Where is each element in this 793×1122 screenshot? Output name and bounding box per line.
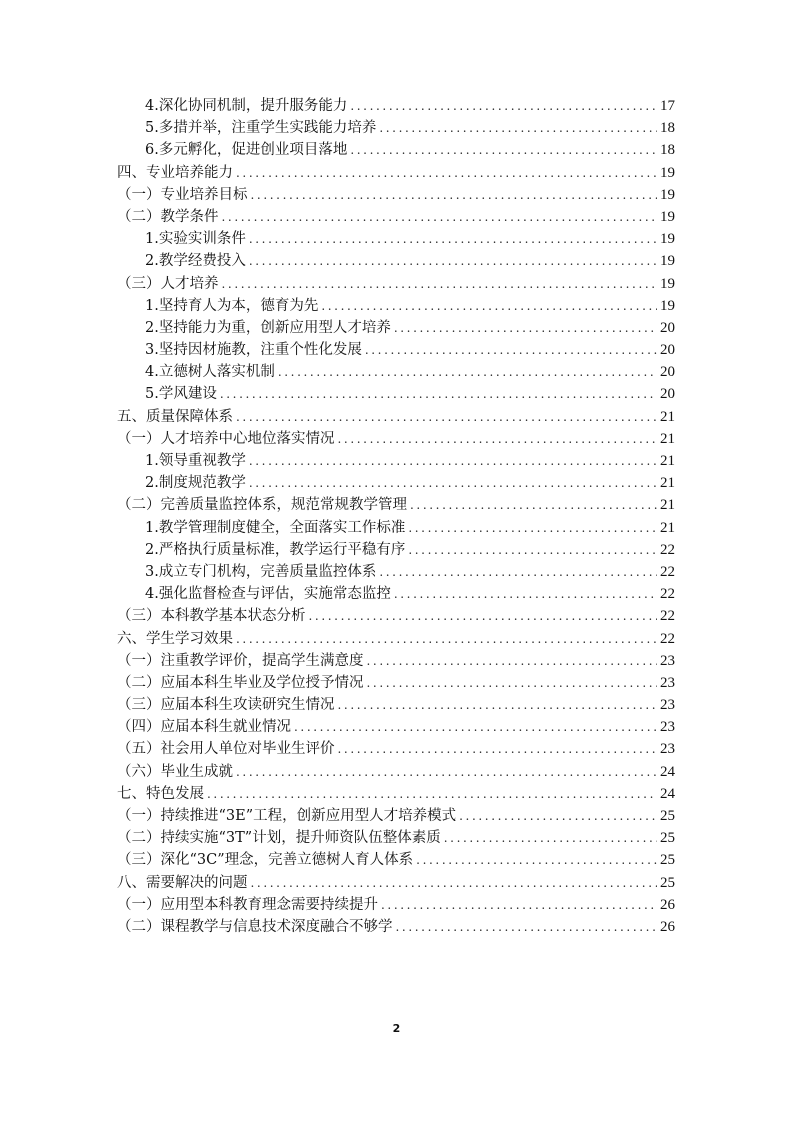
toc-entry-title: （二）持续实施“3T”计划，提升师资队伍整体素质	[117, 830, 441, 847]
toc-dot-leader	[249, 228, 657, 250]
toc-entry-title: （二）教学条件	[117, 208, 219, 225]
toc-entry[interactable]	[117, 317, 675, 339]
toc-entry-page: 25	[660, 852, 675, 869]
toc-dot-leader	[249, 250, 657, 272]
toc-dot-leader	[459, 805, 657, 827]
toc-dot-leader	[394, 317, 657, 339]
toc-entry-title: （四）应届本科生就业情况	[117, 719, 291, 736]
toc-entry-page: 20	[660, 364, 675, 381]
toc-entry-page: 19	[660, 297, 675, 314]
toc-dot-leader	[278, 361, 657, 383]
toc-entry-page: 23	[660, 741, 675, 758]
toc-entry[interactable]	[117, 761, 675, 783]
toc-entry-page: 22	[660, 563, 675, 580]
toc-dot-leader	[222, 273, 658, 295]
toc-entry-title: 2.严格执行质量标准，教学运行平稳有序	[145, 541, 406, 558]
toc-entry-title: 4.强化监督检查与评估，实施常态监控	[145, 586, 391, 603]
toc-dot-leader	[249, 472, 657, 494]
toc-entry-page: 21	[660, 430, 675, 447]
toc-entry-page: 19	[660, 275, 675, 292]
toc-entry-title: 1.坚持育人为本，德育为先	[145, 297, 319, 314]
toc-entry[interactable]	[117, 295, 675, 317]
toc-entry-page: 23	[660, 719, 675, 736]
toc-entry[interactable]	[117, 716, 675, 738]
toc-entry[interactable]	[117, 561, 675, 583]
toc-entry-page: 24	[660, 763, 675, 780]
toc-entry[interactable]	[117, 605, 675, 627]
toc-dot-leader	[444, 827, 657, 849]
toc-dot-leader	[367, 672, 658, 694]
toc-entry-page: 26	[660, 896, 675, 913]
toc-entry-title: 5.学风建设	[145, 386, 217, 403]
toc-entry-title: （一）人才培养中心地位落实情况	[117, 430, 335, 447]
toc-dot-leader	[294, 716, 657, 738]
toc-entry-title: （一）持续推进“3E”工程，创新应用型人才培养模式	[117, 808, 457, 824]
toc-entry[interactable]	[117, 383, 675, 405]
toc-entry-page: 22	[660, 630, 675, 647]
toc-entry-page: 19	[660, 186, 675, 203]
toc-entry-page: 21	[660, 453, 675, 469]
toc-entry-page: 21	[660, 497, 675, 514]
toc-dot-leader	[338, 694, 658, 716]
toc-entry-title: （一）注重教学评价，提高学生满意度	[117, 652, 364, 669]
toc-entry[interactable]	[117, 672, 675, 694]
table-of-contents	[117, 95, 675, 938]
toc-entry[interactable]	[117, 539, 675, 561]
toc-entry-page: 23	[660, 674, 675, 691]
toc-entry-page: 21	[660, 408, 675, 425]
toc-dot-leader	[222, 206, 658, 228]
toc-entry-title: （五）社会用人单位对毕业生评价	[117, 741, 335, 758]
toc-entry[interactable]	[117, 894, 675, 916]
toc-entry-page: 19	[660, 164, 675, 181]
toc-entry[interactable]	[117, 117, 675, 139]
toc-entry[interactable]	[117, 361, 675, 383]
toc-entry-title: 1.领导重视教学	[145, 453, 246, 469]
toc-entry[interactable]	[117, 273, 675, 295]
toc-dot-leader	[251, 872, 658, 894]
toc-entry-title: （三）人才培养	[117, 275, 219, 292]
toc-dot-leader	[379, 117, 657, 139]
toc-dot-leader	[367, 650, 658, 672]
toc-entry-title: （三）应届本科生攻读研究生情况	[117, 697, 335, 714]
toc-dot-leader	[379, 561, 657, 583]
toc-entry-title: （一）应用型本科教育理念需要持续提升	[117, 896, 378, 913]
toc-dot-leader	[416, 849, 657, 871]
toc-entry-title: 八、需要解决的问题	[117, 874, 248, 891]
toc-dot-leader	[394, 583, 657, 605]
toc-dot-leader	[350, 139, 657, 161]
toc-dot-leader	[408, 539, 657, 561]
toc-entry-title: 2.坚持能力为重，创新应用型人才培养	[145, 319, 391, 336]
toc-dot-leader	[381, 894, 657, 916]
toc-entry-page: 22	[660, 586, 675, 603]
toc-entry-title: 5.多措并举，注重学生实践能力培养	[145, 120, 377, 137]
toc-dot-leader	[321, 295, 657, 317]
toc-entry[interactable]	[117, 783, 675, 805]
toc-entry-page: 19	[660, 208, 675, 225]
toc-entry-title: 6.多元孵化，促进创业项目落地	[145, 142, 348, 159]
toc-entry[interactable]	[117, 517, 675, 539]
toc-entry-page: 18	[660, 120, 675, 137]
toc-entry-page: 19	[660, 253, 675, 270]
toc-entry[interactable]	[117, 583, 675, 605]
toc-entry[interactable]	[117, 250, 675, 272]
toc-dot-leader	[338, 428, 658, 450]
toc-entry-page: 21	[660, 519, 675, 536]
toc-entry-title: 2.教学经费投入	[145, 253, 246, 270]
toc-entry-page: 20	[660, 319, 675, 336]
toc-entry[interactable]	[117, 406, 675, 428]
toc-dot-leader	[251, 184, 658, 206]
toc-entry[interactable]	[117, 339, 675, 361]
toc-entry-page: 24	[660, 785, 675, 802]
toc-entry-title: 七、特色发展	[117, 785, 204, 802]
toc-entry-page: 22	[660, 608, 675, 625]
toc-entry-title: 六、学生学习效果	[117, 630, 233, 647]
toc-entry[interactable]	[117, 738, 675, 760]
toc-entry-page: 20	[660, 342, 675, 359]
toc-entry[interactable]	[117, 650, 675, 672]
toc-entry-title: 五、质量保障体系	[117, 408, 233, 425]
toc-entry[interactable]	[117, 849, 675, 871]
toc-entry[interactable]	[117, 184, 675, 206]
toc-entry-page: 22	[660, 541, 675, 558]
toc-dot-leader	[236, 761, 657, 783]
toc-entry[interactable]	[117, 827, 675, 849]
toc-entry-title: 四、专业培养能力	[117, 164, 233, 181]
toc-entry-page: 25	[660, 808, 675, 824]
toc-entry[interactable]	[117, 428, 675, 450]
toc-entry-title: 4.立德树人落实机制	[145, 364, 275, 381]
toc-entry-title: 1.教学管理制度健全，全面落实工作标准	[145, 519, 406, 536]
toc-entry[interactable]	[117, 139, 675, 161]
toc-dot-leader	[207, 783, 657, 805]
toc-entry-title: （六）毕业生成就	[117, 763, 233, 780]
toc-entry-title: 4.深化协同机制，提升服务能力	[145, 98, 348, 114]
toc-entry[interactable]	[117, 228, 675, 250]
toc-entry-title: 2.制度规范教学	[145, 475, 246, 492]
toc-entry-title: （二）完善质量监控体系，规范常规教学管理	[117, 497, 407, 514]
toc-dot-leader	[408, 517, 657, 539]
toc-entry[interactable]	[117, 916, 675, 938]
toc-dot-leader	[249, 450, 657, 472]
toc-dot-leader	[410, 494, 657, 516]
toc-dot-leader	[365, 339, 657, 361]
toc-entry-title: （三）本科教学基本状态分析	[117, 608, 306, 625]
toc-dot-leader	[396, 916, 658, 938]
toc-entry-page: 20	[660, 386, 675, 403]
toc-entry-title: 3.成立专门机构，完善质量监控体系	[145, 563, 377, 580]
toc-entry-page: 19	[660, 231, 675, 248]
toc-dot-leader	[236, 162, 657, 184]
toc-entry-title: （二）应届本科生毕业及学位授予情况	[117, 674, 364, 691]
toc-entry[interactable]	[117, 472, 675, 494]
page-number: 2	[392, 1022, 401, 1035]
toc-dot-leader	[350, 95, 657, 117]
toc-entry-title: 3.坚持因材施教，注重个性化发展	[145, 342, 362, 359]
toc-entry[interactable]	[117, 694, 675, 716]
toc-entry-page: 26	[660, 918, 675, 935]
toc-dot-leader	[220, 383, 657, 405]
toc-entry-page: 23	[660, 697, 675, 714]
toc-entry[interactable]	[117, 872, 675, 894]
toc-entry[interactable]	[117, 95, 675, 117]
toc-entry[interactable]	[117, 162, 675, 184]
toc-entry-page: 23	[660, 652, 675, 669]
toc-entry-title: （一）专业培养目标	[117, 186, 248, 203]
toc-entry[interactable]	[117, 628, 675, 650]
toc-entry[interactable]	[117, 494, 675, 516]
toc-entry-page: 17	[660, 98, 675, 114]
toc-entry-page: 25	[660, 830, 675, 847]
toc-entry[interactable]	[117, 805, 675, 827]
toc-entry-page: 18	[660, 142, 675, 159]
toc-dot-leader	[309, 605, 658, 627]
toc-entry-title: （二）课程教学与信息技术深度融合不够学	[117, 918, 393, 935]
toc-entry-title: 1.实验实训条件	[145, 231, 246, 248]
toc-entry-page: 21	[660, 475, 675, 492]
toc-dot-leader	[236, 406, 657, 428]
toc-dot-leader	[236, 628, 657, 650]
toc-entry[interactable]	[117, 206, 675, 228]
toc-entry-page: 25	[660, 874, 675, 891]
toc-entry-title: （三）深化“3C”理念，完善立德树人育人体系	[117, 852, 414, 869]
toc-dot-leader	[338, 738, 658, 760]
toc-entry[interactable]	[117, 450, 675, 472]
